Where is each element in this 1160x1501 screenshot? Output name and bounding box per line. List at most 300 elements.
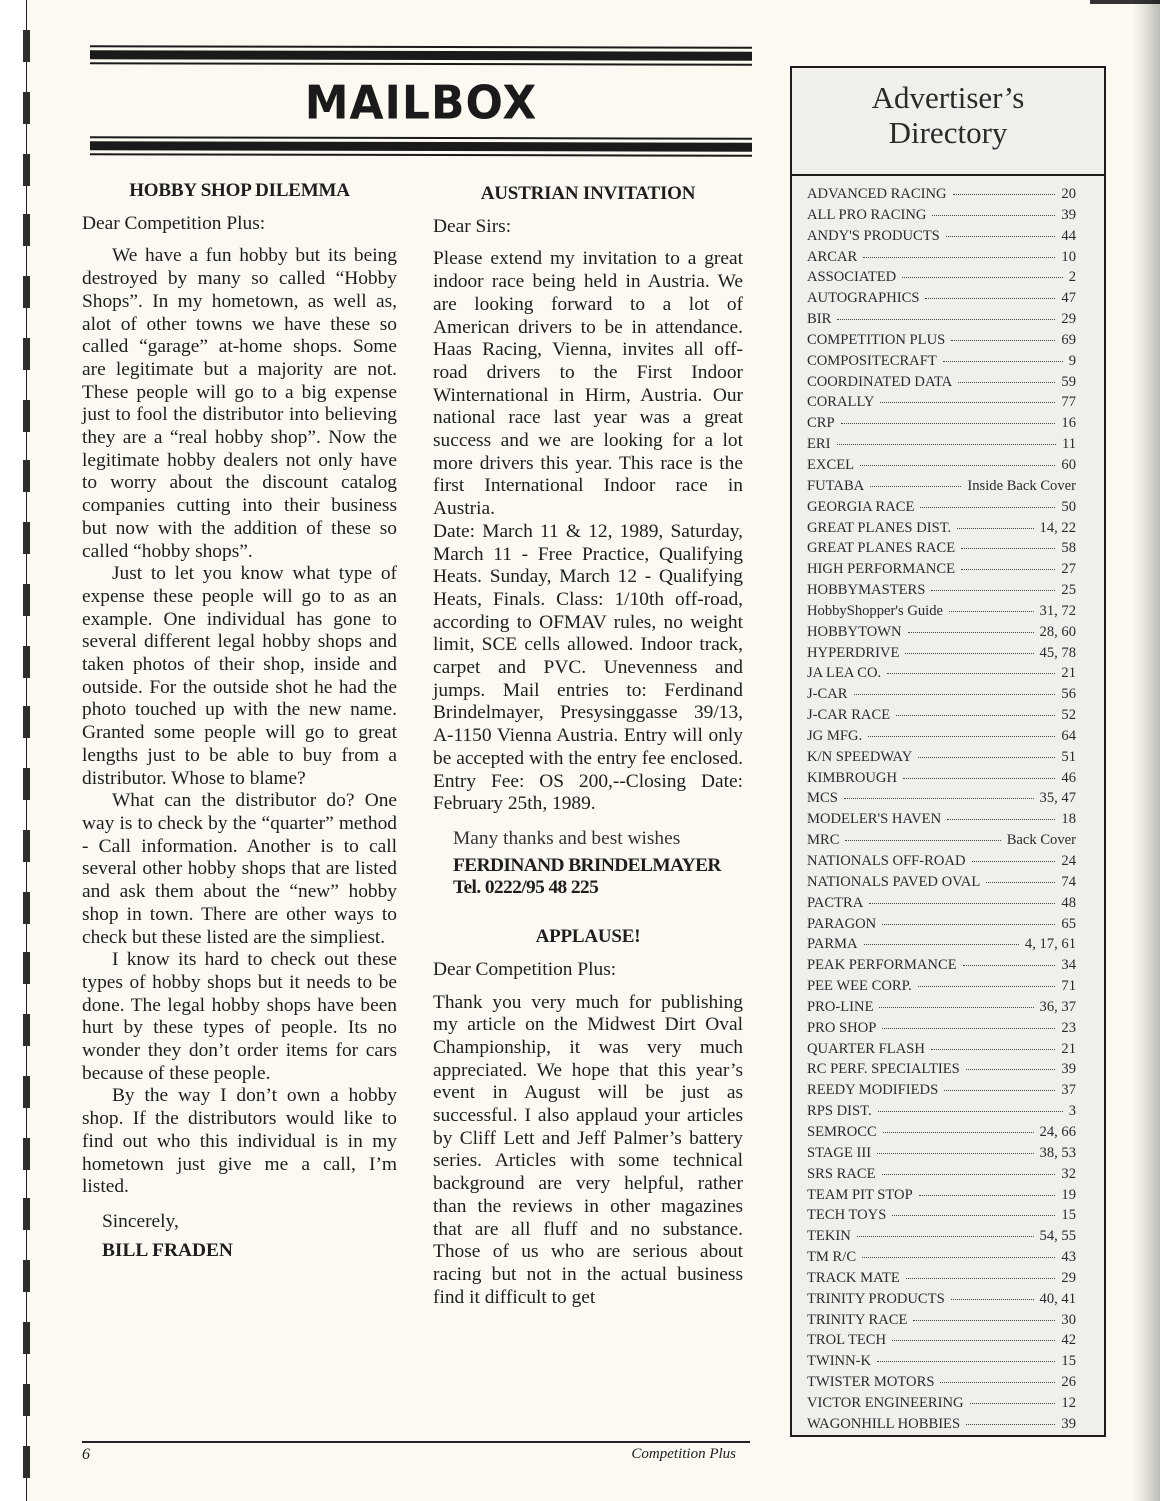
advertiser-name: ASSOCIATED [807, 269, 897, 286]
advertiser-page: 9 [1068, 352, 1076, 369]
dot-leader [919, 1195, 1056, 1196]
directory-entry [807, 809, 1076, 830]
advertiser-page: 58 [1061, 540, 1076, 557]
advertiser-page: 28, 60 [1039, 623, 1076, 640]
dot-leader [877, 1153, 1033, 1154]
dot-leader [841, 423, 1056, 424]
dot-leader [918, 986, 1056, 987]
advertiser-page: 39 [1061, 1061, 1076, 1078]
directory-entry [807, 434, 1076, 455]
advertiser-page: 29 [1061, 311, 1076, 328]
advertiser-name: J-CAR [807, 686, 848, 703]
directory-entry [807, 267, 1076, 288]
advertiser-page: 31, 72 [1039, 602, 1076, 619]
advertiser-name: RC PERF. SPECIALTIES [807, 1061, 960, 1078]
advertiser-page: 64 [1061, 727, 1076, 744]
paragraph: Please extend my invitation to a great indoor race being held in Austria. We are looking forward to a lot of American drivers to be in attendance. Haas Racing, Vienna, invites all off-road drivers to the First Indoor Winternational in Hirm, Austria. Our national race last year was a great success and we are looking for a lot more drivers this year. This race is the first International Indoor race in Austria. [433, 248, 743, 520]
dot-leader [864, 944, 1019, 945]
advertiser-page: 44 [1061, 227, 1076, 244]
dot-leader [931, 590, 1055, 591]
advertiser-page: 25 [1061, 582, 1076, 599]
advertiser-page: 10 [1061, 248, 1076, 265]
directory-entry [807, 1351, 1076, 1372]
advertiser-name: PACTRA [807, 894, 864, 911]
directory-entry [807, 601, 1076, 622]
directory-entry [807, 1310, 1076, 1331]
dot-leader [887, 673, 1055, 674]
advertiser-page: 42 [1061, 1332, 1076, 1349]
dot-leader [882, 1028, 1055, 1029]
advertiser-page: 11 [1061, 436, 1076, 453]
advertiser-name: PRO-LINE [807, 998, 874, 1015]
dot-leader [896, 715, 1055, 716]
advertiser-name: TECH TOYS [807, 1207, 887, 1224]
advertiser-page: 21 [1061, 1040, 1076, 1057]
dot-leader [857, 1236, 1034, 1237]
advertiser-name: BIR [807, 311, 832, 328]
directory-entry [807, 893, 1076, 914]
directory-entry [807, 476, 1076, 497]
advertiser-name: ERI [807, 436, 831, 453]
advertiser-name: SEMROCC [807, 1123, 877, 1140]
paragraph: By the way I don’t own a hobby shop. If the distributors would like to find out who this individual is in my hometown just give me a call, I’m listed. [82, 1085, 397, 1198]
directory-entry [807, 497, 1076, 518]
dot-leader [844, 798, 1034, 799]
advertiser-name: TROL TECH [807, 1332, 887, 1349]
dot-leader [845, 840, 1000, 841]
advertiser-name: COORDINATED DATA [807, 373, 953, 390]
directory-entry [807, 559, 1076, 580]
advertiser-page: 18 [1061, 811, 1076, 828]
directory-entry [807, 351, 1076, 372]
advertiser-page: 32 [1061, 1165, 1076, 1182]
directory-entry [807, 705, 1076, 726]
advertiser-page: 38, 53 [1039, 1144, 1076, 1161]
directory-entry [807, 934, 1076, 955]
letter-body [433, 248, 743, 816]
directory-entry [807, 976, 1076, 997]
advertiser-page: 48 [1061, 894, 1076, 911]
section-title: MAILBOX [304, 76, 538, 131]
advertiser-page: 35, 47 [1039, 790, 1076, 807]
footer-rule [82, 1441, 750, 1443]
advertiser-page: 51 [1061, 748, 1076, 765]
dot-leader [869, 903, 1055, 904]
advertiser-name: REEDY MODIFIEDS [807, 1082, 939, 1099]
dot-leader [925, 298, 1055, 299]
advertiser-name: STAGE III [807, 1144, 872, 1161]
dot-leader [970, 1403, 1056, 1404]
directory-entry [807, 1247, 1076, 1268]
dot-leader [883, 1132, 1034, 1133]
dot-leader [837, 444, 1056, 445]
advertiser-name: MCS [807, 790, 838, 807]
dot-leader [951, 340, 1055, 341]
advertiser-page: 56 [1061, 686, 1076, 703]
advertiser-name: ARCAR [807, 248, 858, 265]
letter-salutation: Dear Competition Plus: [82, 212, 266, 234]
directory-entry [807, 1039, 1076, 1060]
spine-shadow [1132, 0, 1160, 1501]
directory-entry [807, 788, 1076, 809]
advertiser-page: 59 [1061, 373, 1076, 390]
letter-austrian-invitation [433, 183, 743, 900]
advertiser-page: 24, 66 [1039, 1123, 1076, 1140]
punch-hole [23, 646, 30, 678]
advertiser-name: FUTABA [807, 477, 865, 494]
paragraph: Thank you very much for publishing my article on the Midwest Dirt Oval Championship, it was very much appreciated. We hope that this year’s event in August will be just as successful. I also applaud your articles by Cliff Lett and Jeff Palmer’s battery series. Articles with some technical background are very helpful, rather than the reviews in other magazines that are all fluff and no substance. Those of us who are serious about racing but not in the actual business find it difficult to get [433, 991, 743, 1308]
advertiser-page: 54, 55 [1039, 1228, 1076, 1245]
advertiser-name: EXCEL [807, 456, 855, 473]
directory-entry [807, 1018, 1076, 1039]
advertiser-name: PRO SHOP [807, 1019, 877, 1036]
advertiser-name: ADVANCED RACING [807, 186, 947, 202]
directory-entry [807, 1122, 1076, 1143]
advertiser-name: ALL PRO RACING [807, 206, 927, 223]
advertiser-page: 21 [1061, 665, 1076, 682]
directory-entry [807, 538, 1076, 559]
advertiser-directory [790, 66, 1106, 1437]
advertiser-name: K/N SPEEDWAY [807, 748, 913, 765]
dot-leader [902, 277, 1063, 278]
punch-hole [23, 92, 30, 124]
advertiser-name: KIMBROUGH [807, 769, 897, 786]
dot-leader [951, 1299, 1034, 1300]
dot-leader [870, 486, 961, 487]
dot-leader [947, 819, 1055, 820]
advertiser-name: GREAT PLANES RACE [807, 540, 956, 557]
advertiser-page: 30 [1061, 1311, 1076, 1328]
punch-hole [23, 830, 30, 862]
magazine-name: Competition Plus [631, 1446, 736, 1462]
advertiser-page: 36, 37 [1039, 998, 1076, 1015]
advertiser-name: TRINITY PRODUCTS [807, 1290, 945, 1307]
advertiser-page: 37 [1061, 1082, 1076, 1099]
advertiser-name: PEAK PERFORMANCE [807, 957, 957, 974]
advertiser-name: JG MFG. [807, 727, 863, 744]
advertiser-name: NATIONALS PAVED OVAL [807, 873, 981, 890]
directory-entry [807, 413, 1076, 434]
advertiser-page: 16 [1061, 415, 1076, 432]
advertiser-page: 34 [1061, 957, 1076, 974]
punch-hole [23, 1322, 30, 1354]
directory-entry [807, 997, 1076, 1018]
advertiser-name: HIGH PERFORMANCE [807, 561, 955, 578]
dot-leader [958, 382, 1055, 383]
directory-entry [807, 1330, 1076, 1351]
advertiser-name: TWINN-K [807, 1353, 872, 1370]
directory-entry [807, 1372, 1076, 1393]
advertiser-page: 45, 78 [1039, 644, 1076, 661]
directory-entry [807, 580, 1076, 601]
advertiser-name: CORALLY [807, 394, 875, 411]
advertiser-page: 15 [1061, 1207, 1076, 1224]
advertiser-page: 39 [1061, 1415, 1076, 1432]
punch-hole [23, 1446, 30, 1478]
letter-salutation: Dear Competition Plus: [433, 958, 617, 980]
advertiser-name: CRP [807, 415, 835, 432]
directory-entry [807, 226, 1076, 247]
advertiser-name: TEKIN [807, 1228, 851, 1245]
advertiser-page: 77 [1061, 394, 1076, 411]
dot-leader [961, 548, 1055, 549]
advertiser-page: Inside Back Cover [967, 477, 1076, 494]
advertiser-name: HOBBYMASTERS [807, 582, 926, 599]
punch-hole [23, 952, 30, 984]
masthead-rule-top [90, 45, 752, 65]
dot-leader [986, 882, 1055, 883]
punch-hole [23, 768, 30, 800]
dot-leader [957, 528, 1033, 529]
directory-entry [807, 1393, 1076, 1414]
dot-leader [920, 507, 1055, 508]
dot-leader [944, 1090, 1055, 1091]
advertiser-name: MODELER'S HAVEN [807, 811, 942, 828]
directory-entry [807, 288, 1076, 309]
paragraph: Just to let you know what type of expense these people will go to as an example. One individual has gone to several different legal hobby shops and taken photos of their shop, inside and outside. For the outside shot he had the photo touched up with the new name. Granted some people will go to great lengths just to be able to buy from a distributor. Whose to blame? [82, 563, 397, 789]
directory-entry [807, 1143, 1076, 1164]
advertiser-page: 14, 22 [1039, 519, 1076, 536]
punch-hole [23, 1260, 30, 1292]
dot-leader [963, 965, 1056, 966]
dot-leader [892, 1215, 1055, 1216]
dot-leader [892, 1340, 1055, 1341]
letter-heading: HOBBY SHOP DILEMMA [129, 180, 350, 201]
advertiser-page: 52 [1061, 707, 1076, 724]
punch-hole [23, 706, 30, 738]
advertiser-name: ANDY'S PRODUCTS [807, 227, 940, 244]
masthead-rule-bottom [90, 136, 752, 156]
directory-entry [807, 914, 1076, 935]
letter-heading: AUSTRIAN INVITATION [480, 183, 696, 204]
directory-entry [807, 643, 1076, 664]
dot-leader [903, 778, 1055, 779]
advertiser-name: SRS RACE [807, 1165, 876, 1182]
dot-leader [906, 1278, 1056, 1279]
paragraph: What can the distributor do? One way is to check by the “quarter” method - Call information. Another is to call several other hobby shops that are listed and ask them about the “new” hobby shop in town. There are other ways to check but these listed are the simpliest. [82, 790, 397, 948]
dot-leader [878, 1111, 1063, 1112]
directory-entry [807, 1185, 1076, 1206]
directory-entry [807, 622, 1076, 643]
dot-leader [949, 611, 1034, 612]
directory-entry [807, 1226, 1076, 1247]
punch-hole [23, 400, 30, 432]
directory-entry [807, 1268, 1076, 1289]
advertiser-name: HobbyShopper's Guide [807, 602, 943, 619]
advertiser-page: 19 [1061, 1186, 1076, 1203]
advertiser-page: 3 [1068, 1103, 1076, 1120]
punch-hole [23, 1076, 30, 1108]
advertiser-name: HYPERDRIVE [807, 644, 900, 661]
advertiser-page: 20 [1061, 186, 1076, 202]
advertiser-page: 65 [1061, 915, 1076, 932]
dot-leader [868, 736, 1055, 737]
advertiser-page: 23 [1061, 1019, 1076, 1036]
letter-heading: APPLAUSE! [535, 926, 641, 948]
dot-leader [854, 694, 1056, 695]
dot-leader [908, 632, 1034, 633]
directory-title: Advertiser’s Directory [792, 68, 1104, 176]
advertiser-name: VICTOR ENGINEERING [807, 1394, 964, 1411]
directory-entry [807, 184, 1076, 205]
advertiser-page: 50 [1061, 498, 1076, 515]
advertiser-page: 24 [1061, 853, 1076, 869]
punch-hole [23, 1014, 30, 1046]
directory-entry [807, 872, 1076, 893]
advertiser-name: TRINITY RACE [807, 1311, 908, 1328]
directory-entry [807, 1164, 1076, 1185]
binding-edge [0, 0, 27, 1501]
letter-signature: FERDINAND BRINDELMAYER [453, 854, 721, 876]
dot-leader [932, 215, 1055, 216]
advertiser-name: HOBBYTOWN [807, 623, 902, 640]
paragraph: Date: March 11 & 12, 1989, Saturday, March 11 - Free Practice, Qualifying Heats. Sunday, March 12 - Qualifying Heats, Finals. Class: 1/10th off-road, according to OFMAV rules, no weight limit, SCE cells allowed. Indoor track, carpet and PVC. Unevenness and jumps. Mail entries to: Ferdinand Brindelmayer, Presysinggasse 39/13, A-1150 Vienna Austria. Entry will only be accepted with the entry fee enclosed. Entry Fee: OS 200,--Closing Date: February 25th, 1989. [433, 520, 743, 815]
dot-leader [837, 319, 1055, 320]
directory-entry [807, 955, 1076, 976]
advertiser-page: Back Cover [1006, 832, 1076, 849]
advertiser-name: GREAT PLANES DIST. [807, 519, 952, 536]
directory-entry [807, 1205, 1076, 1226]
directory-entry [807, 205, 1076, 226]
advertiser-page: 69 [1061, 331, 1076, 348]
advertiser-page: 46 [1061, 769, 1076, 786]
letter-phone: Tel. 0222/95 48 225 [453, 877, 599, 899]
directory-entry [807, 392, 1076, 413]
paragraph: I know its hard to check out these types of hobby shops but it needs to be done. The legal hobby shops have been hurt by these types of people. Its no wonder they don’t order items for cars because of these people. [82, 949, 397, 1084]
dot-leader [966, 1069, 1056, 1070]
advertiser-page: 4, 17, 61 [1024, 936, 1076, 953]
dot-leader [862, 1257, 1055, 1258]
punch-hole [23, 338, 30, 370]
letter-closing: Many thanks and best wishes [453, 827, 681, 849]
punch-hole [23, 154, 30, 186]
punch-hole [23, 276, 30, 308]
letter-body [82, 245, 397, 1199]
dot-leader [940, 1382, 1055, 1383]
advertiser-page: 2 [1068, 269, 1076, 286]
advertiser-name: JA LEA CO. [807, 665, 882, 682]
directory-entry [807, 830, 1076, 851]
dot-leader [946, 236, 1056, 237]
advertiser-name: MRC [807, 832, 840, 849]
advertiser-name: PEE WEE CORP. [807, 978, 912, 995]
advertiser-name: PARMA [807, 936, 858, 953]
directory-entry [807, 684, 1076, 705]
dot-leader [880, 402, 1055, 403]
advertiser-name: PARAGON [807, 915, 877, 932]
dot-leader [961, 569, 1055, 570]
directory-entry [807, 1059, 1076, 1080]
directory-entry [807, 1101, 1076, 1122]
letter-hobby-shop-dilemma [82, 180, 397, 1262]
dot-leader [972, 861, 1056, 862]
advertiser-page: 47 [1061, 290, 1076, 307]
advertiser-page: 27 [1061, 561, 1076, 578]
page-number: 6 [82, 1446, 90, 1463]
punch-hole [23, 522, 30, 554]
advertiser-name: TEAM PIT STOP [807, 1186, 913, 1203]
directory-entry [807, 768, 1076, 789]
directory-entry [807, 1414, 1076, 1435]
dot-leader [913, 1320, 1055, 1321]
directory-entry [807, 518, 1076, 539]
directory-entry [807, 330, 1076, 351]
letters-middle-column [433, 183, 743, 1309]
directory-entry [807, 726, 1076, 747]
dot-leader [863, 257, 1055, 258]
dot-leader [931, 1049, 1055, 1050]
punch-hole [23, 460, 30, 492]
advertiser-name: GEORGIA RACE [807, 498, 915, 515]
letter-salutation: Dear Sirs: [433, 215, 512, 237]
punch-hole [23, 892, 30, 924]
advertiser-name: TWISTER MOTORS [807, 1374, 935, 1391]
advertiser-name: TRACK MATE [807, 1269, 900, 1286]
dot-leader [943, 361, 1063, 362]
advertiser-page: 60 [1061, 456, 1076, 473]
dot-leader [918, 757, 1055, 758]
directory-entry [807, 247, 1076, 268]
letter-closing: Sincerely, [102, 1210, 179, 1232]
advertiser-name: NATIONALS OFF-ROAD [807, 853, 966, 869]
dot-leader [882, 1174, 1056, 1175]
advertiser-page: 43 [1061, 1249, 1076, 1266]
advertiser-page: 26 [1061, 1374, 1076, 1391]
punch-hole [23, 30, 30, 62]
directory-entry [807, 663, 1076, 684]
advertiser-page: 39 [1061, 206, 1076, 223]
punch-hole [23, 1138, 30, 1170]
advertiser-page: 12 [1061, 1394, 1076, 1411]
advertiser-name: COMPETITION PLUS [807, 331, 946, 348]
dot-leader [882, 924, 1055, 925]
directory-entry [807, 1080, 1076, 1101]
letter-applause [433, 926, 743, 1309]
dot-leader [877, 1361, 1055, 1362]
advertiser-name: AUTOGRAPHICS [807, 290, 920, 307]
advertiser-page: 29 [1061, 1269, 1076, 1286]
directory-list [792, 176, 1104, 1435]
dot-leader [905, 653, 1033, 654]
dot-leader [879, 1007, 1033, 1008]
advertiser-page: 74 [1061, 873, 1076, 890]
directory-entry [807, 747, 1076, 768]
advertiser-name: WAGONHILL HOBBIES [807, 1415, 961, 1432]
dot-leader [860, 465, 1055, 466]
dot-leader [966, 1424, 1055, 1425]
advertiser-name: J-CAR RACE [807, 707, 891, 724]
advertiser-name: QUARTER FLASH [807, 1040, 925, 1057]
punch-hole [23, 584, 30, 616]
paragraph: We have a fun hobby but its being destroyed by many so called “Hobby Shops”. In my hometown, as well as, alot of other towns we have these so called “garage” at-home shops. Some are legitimate but a majority are not. These people will go to a big expense just to fool the distributor into believing they are a “real hobby shop”. Now the legitimate hobby dealers not only have to worry about the discount catalog companies cutting into their business but now with the addition of these so called “hobby shops”. [82, 245, 397, 562]
directory-entry [807, 455, 1076, 476]
advertiser-page: 15 [1061, 1353, 1076, 1370]
punch-hole [23, 1384, 30, 1416]
advertiser-name: TM R/C [807, 1249, 857, 1266]
advertiser-name: RPS DIST. [807, 1103, 872, 1120]
punch-hole [23, 214, 30, 246]
letter-signature: BILL FRADEN [102, 1239, 233, 1261]
directory-entry [807, 372, 1076, 393]
advertiser-page: 71 [1061, 978, 1076, 995]
dot-leader [953, 194, 1056, 195]
directory-entry [807, 309, 1076, 330]
advertiser-page: 40, 41 [1039, 1290, 1076, 1307]
letter-body [433, 992, 743, 1310]
directory-entry [807, 1289, 1076, 1310]
punch-hole [23, 1198, 30, 1230]
advertiser-name: COMPOSITECRAFT [807, 352, 937, 369]
